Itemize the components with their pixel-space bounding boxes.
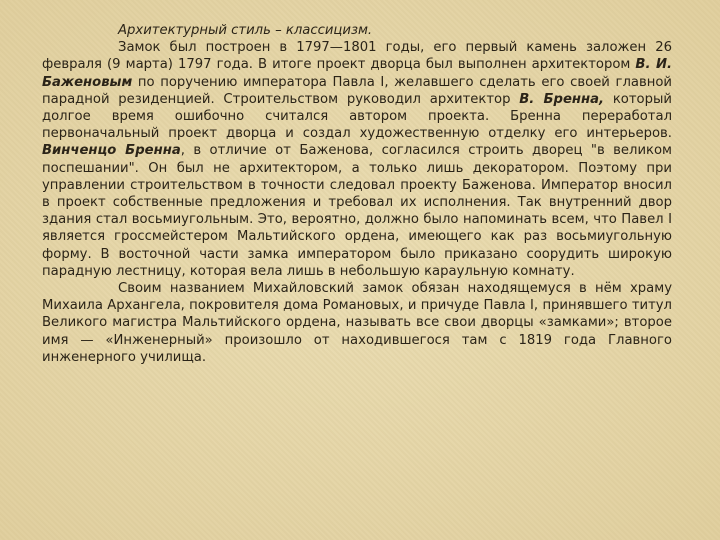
p1-text-4: , в отличие от Баженова, согласился строить дворец "в великом поспешании". Он был не архитектором, а только лишь декоратором. Поэтому при управлении строительством в точности следовал проекту Баженова. Император вносил в проект собственные предложения и требовал их исполнения. Так внутренний двор здания стал восьмиугольным. Это, вероятно, должно было напоминать всем, что Павел I является гроссмейстером Мальтийского ордена, имеющего как раз восьмиугольную форму. В восточной части замка императором было приказано соорудить широкую парадную лестницу, которая вела лишь в небольшую караульную комнату. <box>42 143 672 279</box>
slide-title <box>42 22 672 39</box>
p1-text-1: Замок был построен в 1797—1801 годы, его первый камень заложен 26 февраля (9 марта) 1797 года. В итоге проект дворца был выполнен архитектором <box>42 40 672 73</box>
p2-text: Своим названием Михайловский замок обязан находящемуся в нём храму Михаила Архангела, покровителя дома Романовых, и причуде Павла I, принявшего титул Великого магистра Мальтийского ордена, называть все свои дворцы «замками»; второе имя — «Инженерный» произошло от находившегося там с 1819 года Главного инженерного училища. <box>42 281 672 365</box>
paragraph-history <box>42 39 672 280</box>
p1-text-3: который долгое время ошибочно считался автором проекта. Бренна переработал первоначальный проект дворца и создал художественную отделку его интерьеров. <box>42 91 672 142</box>
paragraph-name-origin <box>42 280 672 366</box>
architect-name-bazhenov: В. И. Баженовым <box>42 57 672 90</box>
architect-name-vincenzo-brenna: Винченцо Бренна <box>42 143 181 159</box>
p1-text-2: по поручению императора Павла I, желавшего сделать его своей главной парадной резиденцией. Строительством руководил архитектор <box>42 74 672 107</box>
title-text: Архитектурный стиль – классицизм. <box>118 23 373 38</box>
slide-text <box>42 22 672 366</box>
architect-name-brenna: В. Бренна, <box>519 91 605 107</box>
